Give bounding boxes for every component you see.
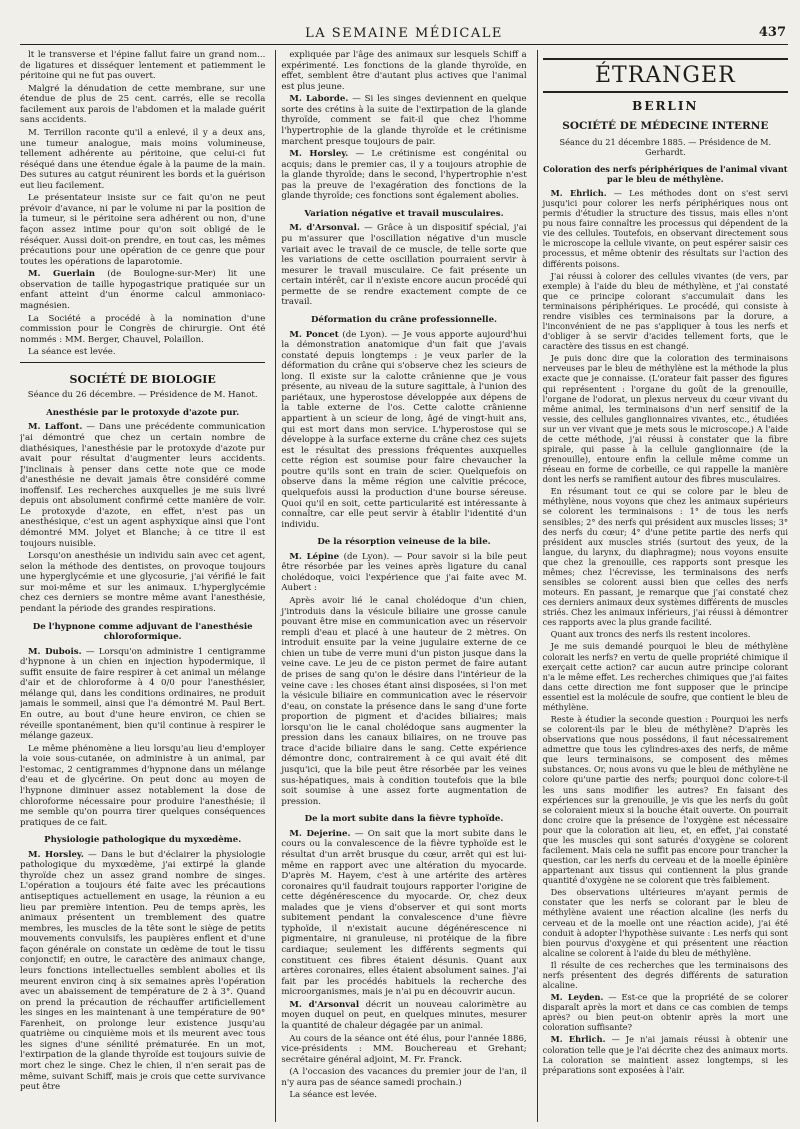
speaker-text: — Dans une précédente communication j'ai démontré que chez un certain nombre de diathésiques, l'anesthésie par le protoxyde d'azote pur avait pour résultat d'augmenter leurs accidents. J'inclinais à penser dans cette note que ce mode d'anesthésie ne devait jamais être considéré comme inoffensif. Les recherches auxquelles je me suis livré depuis ont absolument confirmé cette manière de voir. Le protoxyde d'azote, en effet, n'est pas un anesthésique, c'est un agent asphyxique ainsi que l'ont démontré MM. Jolyet et Blanche; à ce titre il est toujours nuisible. [20, 422, 266, 549]
paragraph: Je me suis demandé pourquoi le bleu de méthylène colorait les nerfs? en vertu de quelle propriété chimique il exerçait cette action? car aucun autre principe colorant n'a le même effet. Les recherches chimiques que j'ai faites dans cette direction me font supposer que le principe essentiel est la molécule de soufre, que contient le bleu de méthylène. [542, 641, 788, 712]
paragraph [281, 829, 526, 998]
column-left [20, 50, 265, 1122]
paragraph: Au cours de la séance ont été élus, pour l'année 1886, vice-présidents : MM. Bouchereau et Grehant; secrétaire général adjoint, M. Fr. Franck. [281, 1033, 527, 1065]
paragraph [20, 850, 265, 1093]
columns [20, 50, 788, 1122]
speaker-text: — Le crétinisme est congénital ou acquis; dans le premier cas, il y a toujours atrophie de la glande thyroïde; dans le second, l'hypertrophie n'est pas la preuve de l'exagération des fonctions de la glande thyroïde; ces fonctions sont également abolies. [281, 149, 527, 202]
seance-line: Séance du 21 décembre 1885. — Présidence de M. Gerhardt. [559, 136, 772, 157]
speaker-name: M. Dubois. [28, 646, 82, 657]
paragraph: Le même phénomène a lieu lorsqu'au lieu d'employer la voie sous-cutanée, on administre à un animal, par l'estomac, 2 centigrammes d'hypnone dans un mélange d'eau et de glycérine. On peut donc au moyen de l'hypnone diminuer assez notablement la dose de chloroforme nécessaire pour produire l'anesthésie; il me semble qu'on pourra tirer quelques conséquences pratiques de ce fait. [20, 743, 266, 828]
speaker-text: — Si les singes deviennent en quelque sorte des crétins à la suite de l'extirpation de la glande thyroïde, comment se fait-il que chez l'homme l'hypertrophie de la glande thyroïde et le crétinisme marchent presque toujours de pair. [281, 94, 527, 147]
speaker-name: M. Poncet [289, 329, 339, 340]
paragraph: La séance est levée. [28, 347, 116, 358]
speaker-text: — Les méthodes dont on s'est servi jusqu'ici pour colorer les nerfs périphériques nous ont permis d'étudier la structure des tissus, mais elles n'ont pu nous faire connaître les processus qui dépendent de la vie des cellules. Toutefois, en observant directement sous le microscope la cellule vivante, on peut espérer saisir ces processus, et même obtenir des résultats sur l'action des différents poisons. [542, 188, 788, 269]
paragraph: lt le transverse et l'épine fallut faire un grand nom... de ligatures et disséquer lentement et patiemment le péritoine qui ne fut pas ouvert. [20, 50, 266, 82]
speaker-name: M. Dejerine. [289, 828, 351, 839]
speaker-name: M. Horsley. [28, 849, 84, 860]
paragraph: (A l'occasion des vacances du premier jour de l'an, il n'y aura pas de séance samedi prochain.) [281, 1067, 527, 1088]
subheading: Anesthésie par le protoxyde d'azote pur. [46, 407, 240, 418]
paragraph: Quant aux troncs des nerfs ils restent incolores. [550, 629, 751, 640]
paragraph [281, 1000, 526, 1032]
paragraph: Reste à étudier la seconde question : Pourquoi les nerfs se colorent-ils par le bleu de méthylène? D'après les observations que nous possédons, il faut nécessairement admettre que tous les cylindres-axes des nerfs, de même que leurs terminaisons, se composent des mêmes substances. Or, nous avons vu que le bleu de méthylène ne colore qu'une partie des nerfs; pourquoi donc colore-t-il les uns sans modifier les autres? En faisant des expériences sur la grenouille, je vis que les nerfs du goût se coloraient mieux si la bouche était ouverte. On pourrait donc croire que la présence de l'oxygène est nécessaire pour que la coloration ait lieu, et, en effet, j'ai constaté que les muscles qui sont saturés d'oxygène se colorent facilement. Mais cela ne suffit pas encore pour trancher la question, car les nerfs du cerveau et de la moelle épinière appartenant aux tissus qui contiennent la plus grande quantité d'oxygène ne se colorent que très faiblement. [542, 714, 788, 886]
subheading: Variation négative et travail musculaires. [304, 208, 504, 219]
speaker-name: M. Laffont. [28, 422, 83, 433]
speaker-text: décrit un nouveau calorimètre au moyen duquel on peut, en quelques minutes, mesurer la quantité de chaleur dégagée par un animal. [281, 999, 527, 1031]
city-heading: BERLIN [632, 99, 699, 114]
society-title: SOCIÉTÉ DE MÉDECINE INTERNE [562, 119, 769, 132]
subheading: De la mort subite dans la fièvre typhoïde. [304, 814, 504, 825]
journal-page [20, 22, 788, 1122]
society-title: SOCIÉTÉ DE BIOLOGIE [69, 372, 216, 386]
speaker-name: M. d'Arsonval. [289, 223, 360, 234]
speaker-name: M. Laborde. [289, 94, 349, 105]
speaker-name: M. Guerlain [28, 269, 95, 280]
paragraph [20, 422, 265, 549]
speaker-text: (de Boulogne-sur-Mer) lit une observation de taille hypogastrique pratiquée sur un enfant atteint d'un énorme calcul ammoniaco-magnésien. [20, 269, 266, 311]
paragraph: Je puis donc dire que la coloration des terminaisons nerveuses par le bleu de méthylène est la méthode la plus exacte que je connaisse. (L'orateur fait passer des figures qui représentent : l'organe du goût de la grenouille, l'organe de l'odorat, un plexus nerveux du cœur vivant du même animal, les terminaisons d'un nerf sensitif de la vessie, des cellules ganglionnaires vivantes, etc., étudiées sur un ver vivant que je mets sous le microscope.) A l'aide de cette méthode, j'ai réussi à constater que la fibre spirale, qui passe à la cellule ganglionnaire (de la grenouille), entoure enfin la cellule même comme un réseau en forme de corbeille, ce qui rappelle la manière dont les nerfs se ramifient autour des fibres musculaires. [542, 353, 788, 485]
paragraph [281, 223, 526, 308]
speaker-text: (de Lyon). — Je vous apporte aujourd'hui la démonstration anatomique d'un fait que j'avais constaté depuis longtemps : je veux parler de la déformation du crâne qui s'observe chez les scieurs de long. Il existe sur la calotte crânienne que je vous présente, au niveau de la suture sagittale, à l'union des pariétaux, une hyperostose développée aux dépens de la table externe de l'os. Cette calotte crânienne appartient à un scieur de long, âgé de vingt-huit ans, qui est mort dans mon service. L'hyperostose qui se développe à la surface externe du crâne chez ces sujets est le résultat des pressions fréquentes auxquelles cette région est soumise pour faire chevaucher la poutre qu'ils sont en train de scier. Quelquefois on observe dans la même région une calvitie précoce, quelquefois aussi la production d'une bourse séreuse. Quoi qu'il en soit, cette particularité est intéressante à connaître, car elle peut servir à établir l'identité d'un individu. [281, 329, 527, 530]
paragraph [20, 647, 265, 742]
paragraph [281, 94, 526, 147]
paragraph: La séance est levée. [289, 1090, 377, 1101]
paragraph: En résumant tout ce qui se colore par le bleu de méthylène, nous voyons que chez les animaux supérieurs se colorent les terminaisons : 1° de tous les nerfs sensibles; 2° des nerfs qui président aux muscles lisses; 3° des nerfs du cœur; 4° d'une petite partie des nerfs qui président aux muscles striés (surtout des yeux, de la langue, du larynx, du diaphragme); nous voyons ensuite que chez la grenouille, ces rapports sont presque les mêmes; chez l'écrevisse, les terminaisons des nerfs sensibles se colorent aussi bien que celles des nerfs moteurs. En passant, je remarque que j'ai constaté chez ces derniers animaux deux systèmes différents de muscles striés. Chez les animaux inférieurs, j'ai réussi à démontrer ces rapports avec la plus grande facilité. [542, 486, 788, 628]
paragraph: Le présentateur insiste sur ce fait qu'on ne peut prévoir d'avance, ni par le volume ni par la position de la tumeur, si le péritoine sera adhérent ou non, d'une façon assez intime pour qu'on soit obligé de le réséquer. Aussi doit-on prendre, en tout cas, les mêmes précautions pour une opération de ce genre que pour toutes les opérations de laparotomie. [20, 193, 266, 267]
paragraph [20, 269, 265, 311]
paragraph [543, 1034, 788, 1074]
paragraph [281, 330, 526, 531]
subheading: Déformation du crâne professionnelle. [310, 314, 498, 325]
paragraph [543, 992, 788, 1032]
speaker-text: (de Lyon). — Pour savoir si la bile peut être résorbée par les veines après ligature du canal cholédoque, voici l'expérience que j'ai faite avec M. Aubert : [281, 551, 527, 594]
paragraph: expliquée par l'âge des animaux sur lesquels Schiff a expérimenté. Les fonctions de la glande thyroïde, en effet, semblent être d'autant plus actives que l'animal est plus jeune. [281, 50, 527, 92]
page-number: 437 [758, 25, 786, 40]
subheading: De la résorption veineuse de la bile. [317, 537, 491, 548]
section-rule [20, 362, 265, 363]
speaker-text: — Est-ce que la propriété de se colorer disparaît après la mort et dans ce cas combien de temps après? ou bien peut-on obtenir après la mort une coloration suffisante? [542, 992, 788, 1033]
subheading: Physiologie pathologique du myxœdème. [44, 835, 242, 846]
paragraph [281, 149, 526, 202]
paragraph: Après avoir lié le canal cholédoque d'un chien, j'introduis dans la vésicule biliaire une grosse canule pouvant être mise en communication avec un réservoir rempli d'eau et placé à une hauteur de 2 mètres. On introduit ensuite par la veine jugulaire externe de ce chien un tube de verre muni d'un piston jusque dans la veine cave. Le jeu de ce piston permet de faire autant de prises de sang qu'on le désire dans l'intérieur de la veine cave : les choses étant ainsi disposées, si l'on met la vésicule biliaire en communication avec le réservoir d'eau, on constate la présence dans le sang d'une forte proportion de pigment et d'acides biliaires; mais lorsqu'on lie le canal cholédoque sans augmenter la pression dans les canaux biliaires, on ne trouve pas trace d'acide biliaire dans le sang. Cette expérience démontre donc, contrairement à ce qui avait été dit jusqu'ici, que la bile peut être résorbée par les veines sus-hépatiques, mais à condition toutefois que la bile soit soumise à une assez forte augmentation de pression. [281, 596, 527, 807]
running-title: LA SEMAINE MÉDICALE [305, 26, 503, 41]
paragraph [543, 188, 788, 269]
paragraph: Des observations ultérieures m'ayant permis de constater que les nerfs se colorant par le bleu de méthylène avaient une réaction alcaline (les nerfs du cerveau et de la moelle ont une réaction acide), j'ai été conduit à adopter l'hypothèse suivante : Les nerfs qui sont bien pourvus d'oxygène et qui présentent une réaction alcaline se colorent à l'aide du bleu de méthylène. [542, 887, 788, 958]
paragraph: Il résulte de ces recherches que les terminaisons des nerfs présentent des degrés différents de saturation alcaline. [542, 959, 788, 991]
section-title-etranger: ÉTRANGER [543, 58, 788, 93]
paragraph: Malgré la dénudation de cette membrane, sur une étendue de plus de 25 cent. carrés, elle se recolla facilement aux parois de l'abdomen et la malade guérit sans accidents. [20, 83, 266, 126]
column-right [537, 50, 788, 1122]
subheading: De l'hypnone comme adjuvant de l'anesthésie chloroformique. [32, 621, 253, 643]
subheading: Coloration des nerfs périphériques de l'animal vivant par le bleu de méthylène. [543, 163, 788, 184]
paragraph: Lorsqu'on anesthésie un individu sain avec cet agent, selon la méthode des dentistes, on provoque toujours une hyperglycémie et une glycosurie, j'ai vérifié le fait sur moi-même et sur les animaux. L'hyperglycémie chez ces derniers se montre même avant l'anesthésie, pendant la période des grandes respirations. [20, 551, 266, 614]
seance-line: Séance du 26 décembre. — Présidence de M. Hanot. [27, 390, 258, 401]
speaker-name: M. Leyden. [550, 992, 604, 1003]
speaker-text: — On sait que la mort subite dans le cours ou la convalescence de la fièvre typhoïde est le résultat d'un arrêt brusque du cœur, arrêt qui est lui-même en rapport avec une altération du myocarde. D'après M. Hayem, c'est à une artérite des artères coronaires qu'il faudrait toujours rapporter l'origine de cette dégénérescence du myocarde. Or, chez deux malades que je viens d'observer et qui sont morts subitement pendant la convalescence d'une fièvre typhoïde, il n'existait aucune dégénérescence ni pigmentaire, ni granuleuse, ni protéique de la fibre cardiaque; seulement les différents segments qui constituent ces fibres étaient désunis. Quant aux artères coronaires, elles étaient absolument saines. J'ai fait par les procédés habituels la recherche des microorganismes, mais je n'ai pu en découvrir aucun. [281, 828, 527, 998]
speaker-name: M. Ehrlich. [550, 188, 607, 199]
speaker-text: — Grâce à un dispositif spécial, j'ai pu m'assurer que l'oscillation négative d'un muscle variait avec le travail de ce muscle, de telle sorte que les variations de cette oscillation pourraient servir à mesurer le travail musculaire. Ce fait présente un certain intérêt, car il n'existe encore aucun procédé qui permette de se rendre exactement compte de ce travail. [281, 223, 527, 308]
column-middle [275, 50, 526, 1122]
paragraph: M. Terrillon raconte qu'il a enlevé, il y a deux ans, une tumeur analogue, mais moins volumineuse, tellement adhérente au péritoine, que celui-ci fut réséqué dans une étendue égale à la paume de la main. Des sutures au catgut réunirent les bords et la guérison eut lieu facilement. [20, 127, 266, 191]
speaker-text: — Dans le but d'éclairer la physiologie pathologique du myxœdème, j'ai extirpé la glande thyroïde chez un assez grand nombre de singes. L'opération a toujours été faite avec les précautions antiseptiques actuellement en usage, la réunion a eu lieu par première intention. Peu de temps après, les animaux présentent un tremblement des quatre membres, les muscles de la tête sont le siège de petits mouvements convulsifs, les paupières enflent et d'une façon générale on constate un œdème de tout le tissu conjonctif; en outre, le caractère des animaux change, leurs fonctions intellectuelles semblent abolies et ils meurent environ cinq à six semaines après l'opération avec un abaissement de température de 2 à 3°. Quand on prend la précaution de réchauffer artificiellement les singes en les maintenant à une température de 90° Farenheit, on prolonge leur existence jusqu'au quatrième ou cinquième mois et ils meurent avec tous les signes d'une sénilité prématurée. En un mot, l'extirpation de la glande thyroïde est toujours suivie de mort chez le singe. Chez le chien, il n'en serait pas de même, suivant Schiff, mais je crois que cette survivance peut être [20, 849, 266, 1093]
speaker-name: M. Ehrlich. [550, 1034, 606, 1045]
speaker-text: — Lorsqu'on administre 1 centigramme d'hypnone à un chien en injection hypodermique, il suffit ensuite de faire respirer à cet animal un mélange d'air et de chloroforme à 4 0/0 pour l'anesthésier, mélange qui, dans les conditions ordinaires, ne produit jamais le sommeil, ainsi que l'a démontré M. Paul Bert. En outre, au bout d'une heure environ, ce chien se réveille spontanément, bien qu'il continue à respirer le mélange gazeux. [20, 646, 266, 742]
speaker-name: M. Horsley. [289, 149, 349, 160]
speaker-name: M. Lépine [289, 551, 340, 562]
paragraph [281, 552, 526, 594]
speaker-text: — Je n'ai jamais réussi à obtenir une coloration telle que je l'ai décrite chez des animaux morts. La coloration se maintient assez longtemps, si les préparations sont exposées à l'air. [542, 1034, 788, 1075]
paragraph: La Société a procédé à la nomination d'une commission pour le Congrès de chirurgie. Ont été nommés : MM. Berger, Chauvel, Polaillon. [20, 313, 266, 345]
speaker-name: M. d'Arsonval [289, 999, 360, 1010]
page-header [20, 22, 788, 45]
paragraph: J'ai réussi à colorer des cellules vivantes (de vers, par exemple) à l'aide du bleu de méthylène, et j'ai constaté que ce principe colorant s'accumulait dans les terminaisons périphériques. Le procédé, qui consiste à rendre visibles ces terminaisons par la dorure, a l'inconvénient de ne pas s'appliquer à tous les nerfs et d'obliger à se servir d'acides tellement forts, que le caractère des tissus en est changé. [542, 270, 788, 352]
